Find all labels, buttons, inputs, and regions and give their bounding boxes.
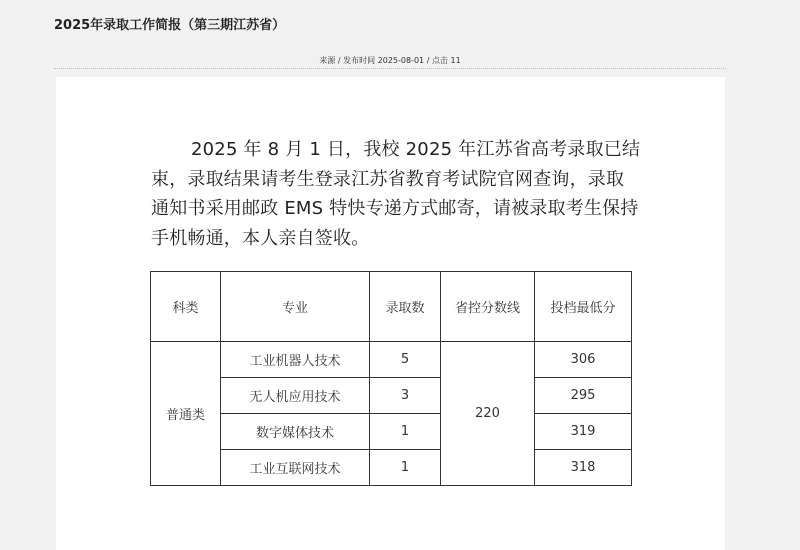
min-score-cell: 306 (535, 342, 632, 378)
table-header-row (151, 272, 632, 342)
min-score-cell: 318 (535, 450, 632, 486)
control-line-cell: 220 (441, 342, 535, 486)
header-category: 科类 (151, 272, 221, 342)
table-row (151, 450, 632, 486)
meta-separator: / (424, 56, 432, 65)
header-control-line: 省控分数线 (441, 272, 535, 342)
clicks-label: 点击 (431, 56, 448, 65)
count-cell: 5 (370, 342, 441, 378)
page-title: 2025年录取工作简报（第三期江苏省） (54, 18, 286, 33)
count-cell: 3 (370, 378, 441, 414)
article-meta (54, 55, 726, 66)
table-row (151, 414, 632, 450)
major-cell: 数字媒体技术 (221, 414, 370, 450)
click-count: 11 (450, 56, 461, 65)
min-score-cell: 319 (535, 414, 632, 450)
meta-separator: / (335, 56, 344, 65)
count-cell: 1 (370, 450, 441, 486)
source-label: 来源 (319, 56, 336, 65)
count-cell: 1 (370, 414, 441, 450)
major-cell: 工业机器人技术 (221, 342, 370, 378)
category-cell: 普通类 (151, 342, 221, 486)
publish-date: 2025-08-01 (377, 56, 425, 65)
header-admitted-count: 录取数 (370, 272, 441, 342)
table-row (151, 378, 632, 414)
major-cell: 无人机应用技术 (221, 378, 370, 414)
article-content (56, 77, 725, 550)
publish-label: 发布时间 (343, 56, 376, 65)
admission-results-table (150, 271, 632, 486)
min-score-cell: 295 (535, 378, 632, 414)
header-min-score: 投档最低分 (535, 272, 632, 342)
table-row (151, 342, 632, 378)
header-major: 专业 (221, 272, 370, 342)
title-divider (54, 68, 726, 69)
article-paragraph: 2025 年 8 月 1 日，我校 2025 年江苏省高考录取已结束，录取结果请考生登录江苏省教育考试院官网查询，录取通知书采用邮政 EMS 特快专递方式邮寄，请被录取考生保持手机畅通，本人亲自签收。 (151, 139, 641, 249)
major-cell: 工业互联网技术 (221, 450, 370, 486)
